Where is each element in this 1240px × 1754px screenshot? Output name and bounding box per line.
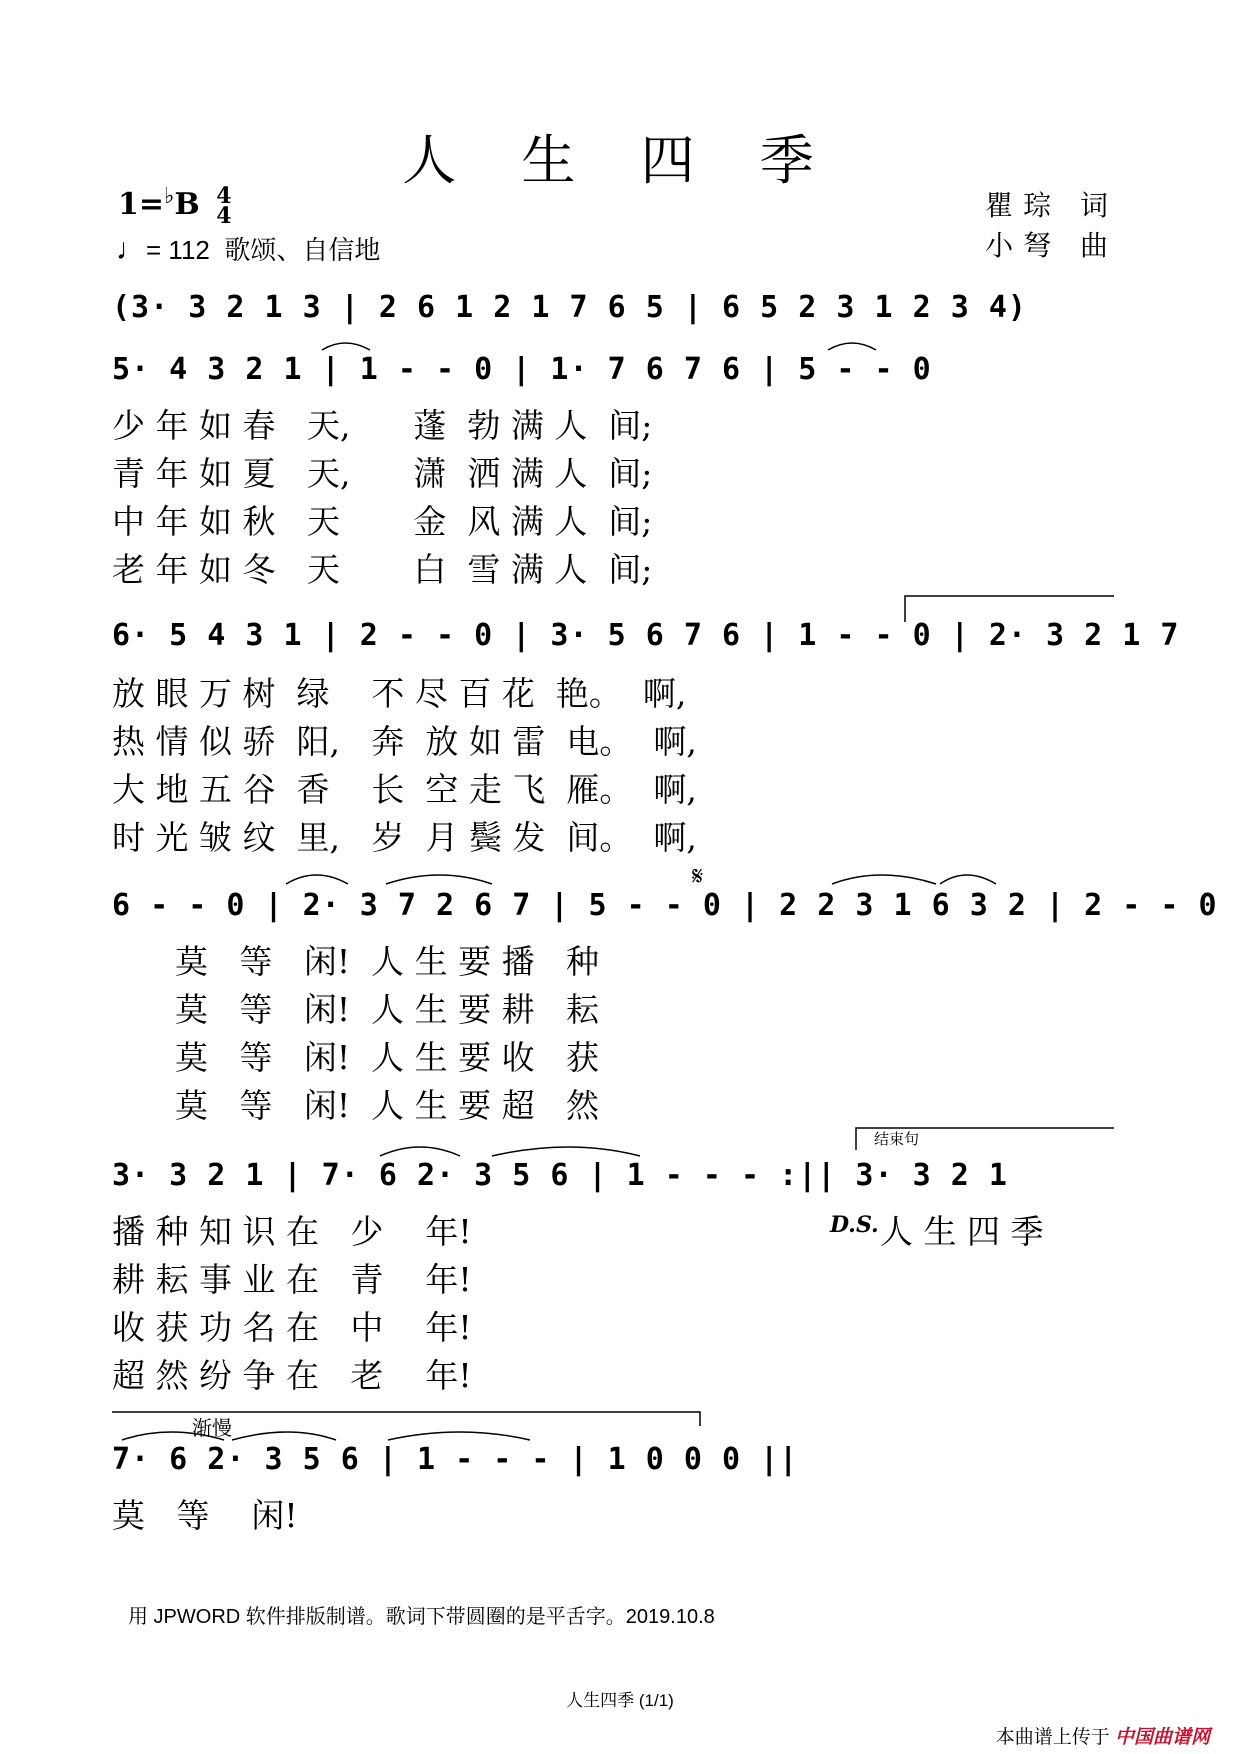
lyricist-credit: 瞿琮 词 bbox=[985, 189, 1118, 222]
flat-sign: ♭ bbox=[164, 184, 175, 209]
lyric-row-3-verse-2: 热 情 似 骄 阳, 奔 放 如 雷 电。 啊, bbox=[112, 722, 697, 761]
lyric-row-5-verse-4: 超 然 纷 争 在 老 年! bbox=[112, 1356, 472, 1395]
dal-segno-mark: D.S. bbox=[830, 1212, 879, 1238]
page-info: 人生四季 (1/1) bbox=[566, 1691, 674, 1710]
ritardando-mark: 渐慢 bbox=[192, 1418, 232, 1440]
notation-row-5: 3· 3 2 1 | 7· 6 2· 3 5 6 | 1 - - - :|| 3· 3 2 1 bbox=[112, 1158, 1008, 1193]
segno-sign: 𝄋 bbox=[692, 862, 704, 892]
lyric-row-3-verse-1: 放 眼 万 树 绿 不 尽 百 花 艳。 啊, bbox=[112, 674, 687, 713]
tempo-expression: 歌颂、自信地 bbox=[224, 235, 381, 265]
upload-text: 本曲谱上传于 bbox=[995, 1727, 1110, 1748]
upload-credit bbox=[996, 1722, 1210, 1749]
lyric-row-4-verse-2: 莫 等 闲! 人 生 要 耕 耘 bbox=[112, 990, 600, 1029]
lyric-row-5-verse-1: 播 种 知 识 在 少 年! bbox=[112, 1212, 472, 1251]
lyric-row-4-verse-1: 莫 等 闲! 人 生 要 播 种 bbox=[112, 942, 600, 981]
footnote: 用 JPWORD 软件排版制谱。歌词下带圆圈的是平舌字。2019.10.8 bbox=[128, 1606, 715, 1628]
key-note: B bbox=[174, 187, 200, 222]
song-title: 人 生 四 季 bbox=[402, 129, 838, 192]
ds-lyric: 人 生 四 季 bbox=[880, 1212, 1044, 1251]
quarter-note-icon: ♩ bbox=[116, 233, 146, 266]
notation-row-3: 6· 5 4 3 1 | 2 - - 0 | 3· 5 6 7 6 | 1 - - 0 | 2· 3 2 1 7 bbox=[112, 618, 1180, 653]
lyric-row-5-verse-2: 耕 耘 事 业 在 青 年! bbox=[112, 1260, 472, 1299]
lyric-row-3-verse-3: 大 地 五 谷 香 长 空 走 飞 雁。 啊, bbox=[112, 770, 697, 809]
notation-row-4: 6 - - 0 | 2· 3 7 2 6 7 | 5 - - 0 | 2 2 3 1 6 3 2 | 2 - - 0 bbox=[112, 888, 1218, 923]
time-top: 4 bbox=[216, 183, 232, 209]
notation-row-1: (3· 3 2 1 3 | 2 6 1 2 1 7 6 5 | 6 5 2 3 1 2 3 4) bbox=[112, 290, 1027, 325]
lyric-row-5-verse-3: 收 获 功 名 在 中 年! bbox=[112, 1308, 472, 1347]
lyric-row-4-verse-3: 莫 等 闲! 人 生 要 收 获 bbox=[112, 1038, 600, 1077]
notation-row-2: 5· 4 3 2 1 | 1 - - 0 | 1· 7 6 7 6 | 5 - - 0 bbox=[112, 352, 932, 387]
lyric-row-2-verse-1: 少 年 如 春 天, 蓬 勃 满 人 间; bbox=[112, 406, 653, 445]
lyric-row-4-verse-4: 莫 等 闲! 人 生 要 超 然 bbox=[112, 1086, 600, 1125]
composer-credit: 小弩 曲 bbox=[985, 229, 1118, 262]
site-logo[interactable]: 中国曲谱网 bbox=[1114, 1727, 1210, 1748]
key-prefix: 1= bbox=[118, 187, 165, 222]
notation-row-6: 7· 6 2· 3 5 6 | 1 - - - | 1 0 0 0 || bbox=[112, 1442, 799, 1477]
lyric-row-2-verse-4: 老 年 如 冬 天 白 雪 满 人 间; bbox=[112, 550, 653, 589]
lyric-row-6: 莫 等 闲! bbox=[112, 1496, 298, 1535]
lyric-row-2-verse-3: 中 年 如 秋 天 金 风 满 人 间; bbox=[112, 502, 653, 541]
lyric-row-2-verse-2: 青 年 如 夏 天, 潇 洒 满 人 间; bbox=[112, 454, 653, 493]
ending-label: 结束句 bbox=[874, 1130, 920, 1148]
time-bottom: 4 bbox=[216, 203, 232, 229]
tempo-bpm: = 112 bbox=[146, 235, 210, 265]
lyric-row-3-verse-4: 时 光 皱 纹 里, 岁 月 鬓 发 间。 啊, bbox=[112, 818, 697, 857]
